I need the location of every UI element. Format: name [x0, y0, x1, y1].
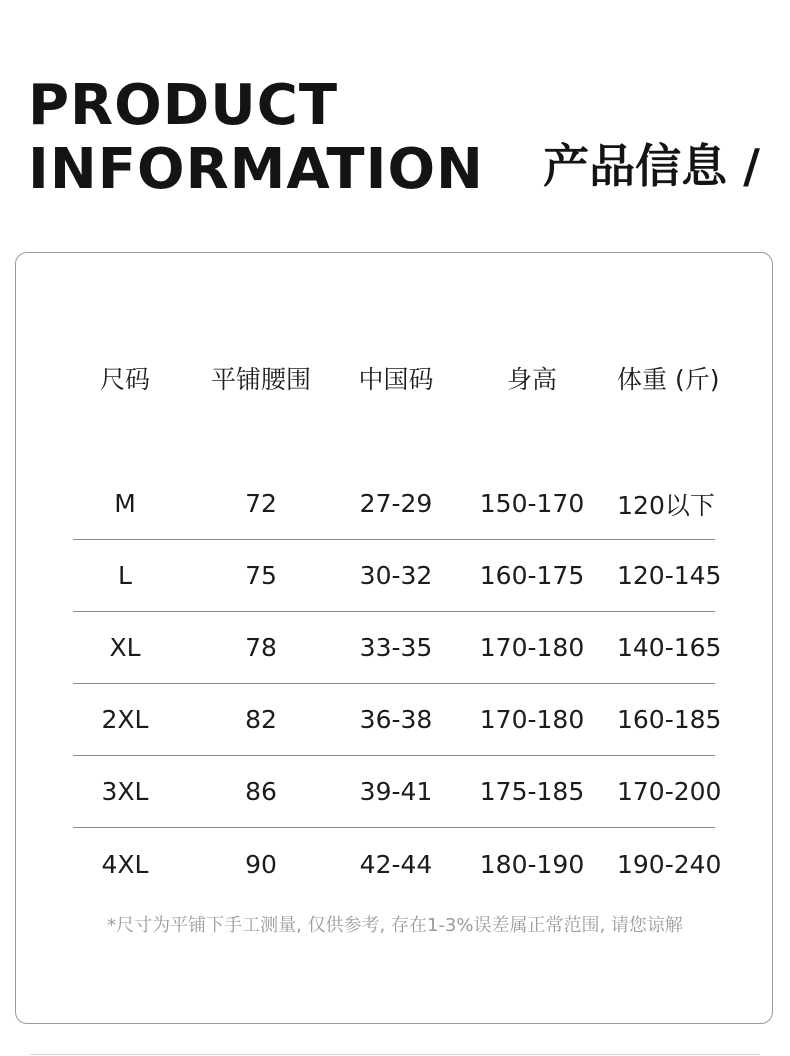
- cell-cn-size: 36-38: [359, 705, 433, 734]
- cell-waist: 75: [245, 561, 277, 590]
- cell-weight: 140-165: [617, 633, 722, 662]
- table-row: [73, 540, 722, 612]
- cell-weight: 160-185: [617, 705, 722, 734]
- cell-size: 4XL: [101, 849, 149, 879]
- page-title-chinese: 产品信息 /: [543, 139, 760, 193]
- cell-waist: 82: [245, 705, 277, 734]
- cell-cn-size: 27-29: [359, 489, 433, 518]
- measurement-note: *尺寸为平铺下手工测量, 仅供参考, 存在1-3%误差属正常范围, 请您谅解: [107, 915, 683, 936]
- cell-height: 180-190: [479, 849, 585, 879]
- cell-size: XL: [109, 633, 141, 662]
- cell-waist: 86: [245, 777, 277, 806]
- size-table: [73, 343, 722, 900]
- size-chart-card: [15, 252, 773, 1024]
- cell-size: L: [118, 561, 132, 590]
- column-header-weight: 体重 (斤): [617, 365, 720, 394]
- cell-height: 175-185: [479, 777, 585, 806]
- cell-weight: 170-200: [617, 777, 722, 806]
- table-row: [73, 612, 722, 684]
- column-header-height: 身高: [506, 365, 557, 394]
- table-row: [73, 468, 715, 540]
- table-row: [73, 828, 722, 900]
- cell-waist: 90: [245, 849, 277, 879]
- cell-weight: 120以下: [617, 490, 715, 520]
- cell-cn-size: 33-35: [359, 633, 433, 662]
- column-header-waist: 平铺腰围: [210, 365, 311, 394]
- table-row: [73, 684, 722, 756]
- cell-height: 170-180: [479, 633, 585, 662]
- cell-size: 2XL: [101, 705, 149, 734]
- cell-weight: 190-240: [617, 849, 722, 879]
- cell-weight: 120-145: [617, 561, 722, 590]
- cell-height: 170-180: [479, 705, 585, 734]
- cell-cn-size: 39-41: [359, 777, 433, 806]
- cell-size: M: [114, 489, 136, 518]
- cell-cn-size: 30-32: [359, 561, 433, 590]
- column-header-cn-size: 中国码: [358, 365, 434, 394]
- cell-height: 150-170: [479, 489, 585, 518]
- cell-height: 160-175: [479, 561, 585, 590]
- page-title-english: [28, 74, 484, 202]
- cell-waist: 72: [245, 489, 277, 518]
- column-header-size: 尺码: [99, 365, 150, 394]
- bottom-divider: [30, 1054, 760, 1055]
- title-line-product: PRODUCT: [28, 73, 339, 138]
- cell-waist: 78: [245, 633, 277, 662]
- cell-cn-size: 42-44: [359, 849, 433, 879]
- cell-size: 3XL: [101, 777, 149, 806]
- title-line-information: INFORMATION: [28, 137, 484, 202]
- header-spacer: [73, 413, 715, 468]
- table-row: [73, 756, 722, 828]
- table-header-row: [73, 343, 720, 413]
